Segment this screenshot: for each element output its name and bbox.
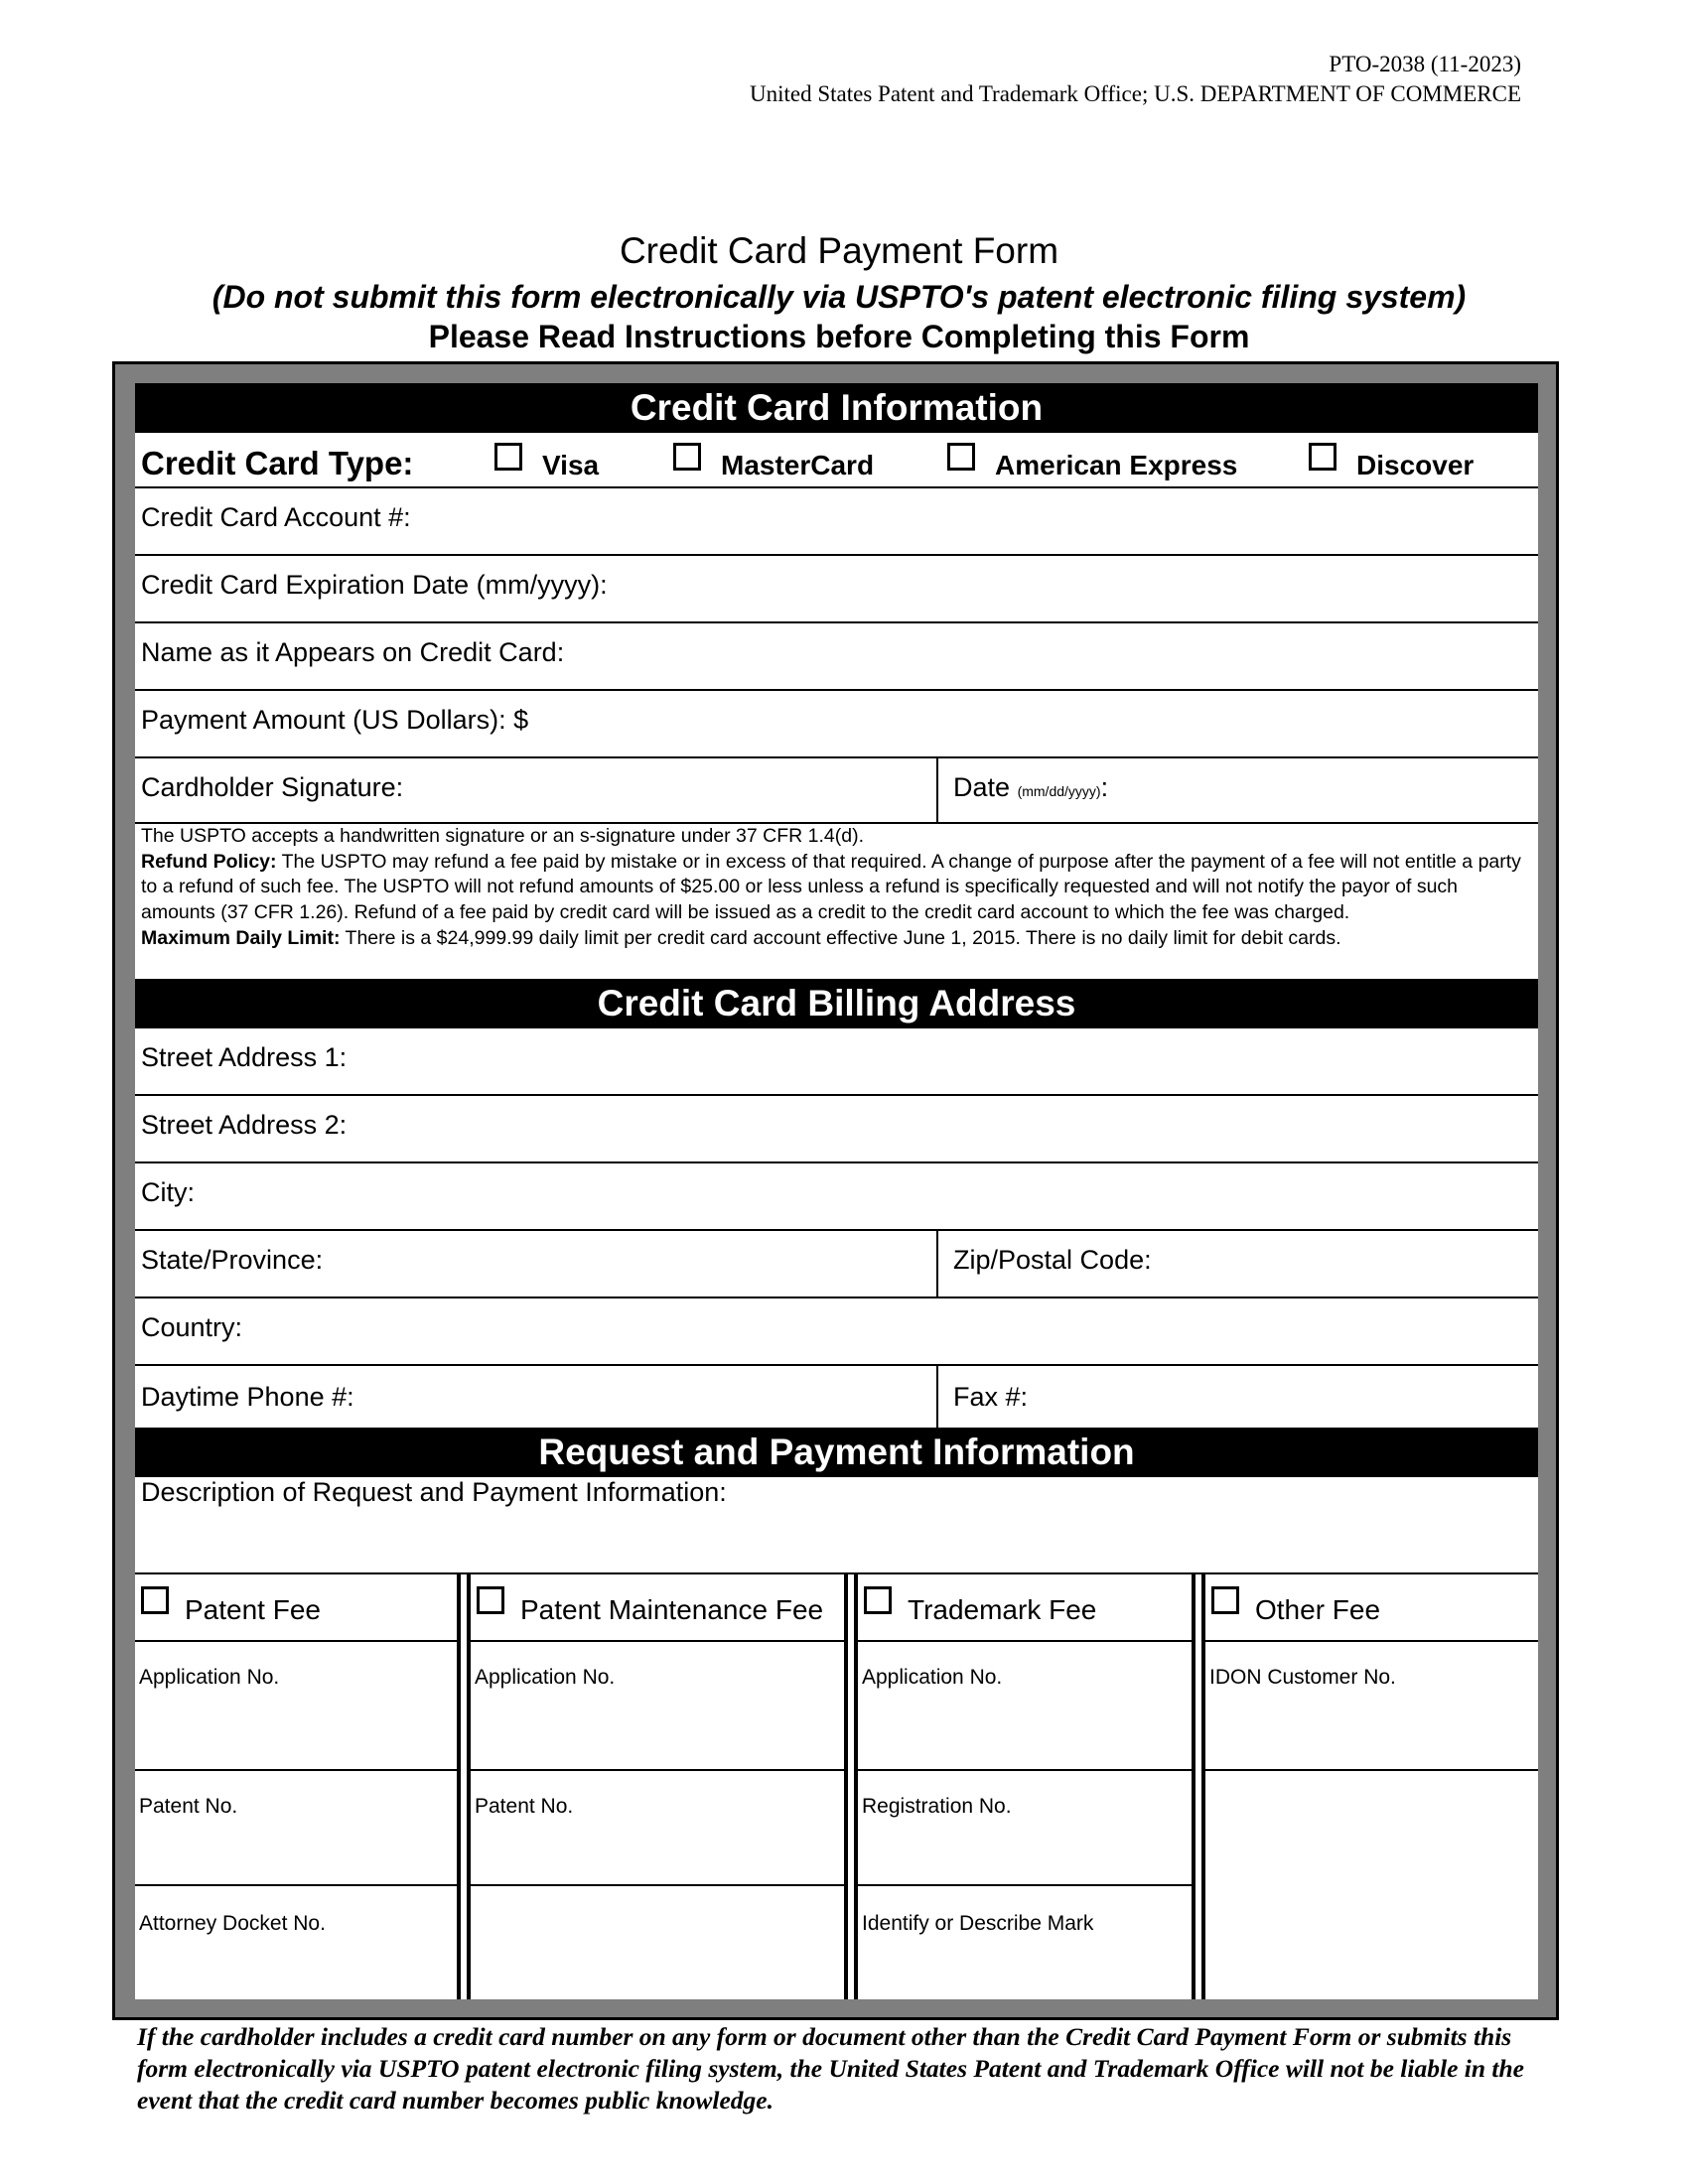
- country-label: Country:: [141, 1312, 243, 1342]
- fee-column-divider: [457, 1574, 471, 1999]
- zip-field[interactable]: [938, 1231, 1538, 1297]
- cardholder-name-label: Name as it Appears on Credit Card:: [141, 637, 565, 667]
- street-address-1-label: Street Address 1:: [141, 1042, 348, 1072]
- payment-form: [135, 383, 1538, 1999]
- payment-amount-field[interactable]: [135, 691, 1538, 758]
- liability-note: If the cardholder includes a credit card number on any form or document other than the Credit Card Payment Form or submits this form electronically via USPTO patent electronic filing system, the United States Patent and Trademark Office will not be liable in the event that the credit card number becomes public knowledge.: [137, 2022, 1524, 2115]
- trademark-registration-no-label: Registration No.: [862, 1795, 1012, 1818]
- instructions-note: Please Read Instructions before Completing this Form: [428, 319, 1250, 354]
- signature-date-field[interactable]: [938, 758, 1538, 822]
- fax-field[interactable]: [938, 1366, 1538, 1433]
- card-type-label: Credit Card Type:: [141, 445, 414, 481]
- fee-column-other: [1205, 1574, 1538, 1999]
- card-type-amex-label: American Express: [995, 450, 1238, 480]
- city-label: City:: [141, 1177, 195, 1207]
- street-address-1-field[interactable]: [135, 1028, 1538, 1096]
- policy-text: [141, 824, 1531, 952]
- trademark-application-no-field[interactable]: [858, 1642, 1192, 1771]
- form-number: PTO-2038 (11-2023): [1329, 52, 1521, 76]
- checkbox-other-fee[interactable]: [1211, 1586, 1239, 1614]
- expiration-date-field[interactable]: [135, 556, 1538, 623]
- refund-policy: Refund Policy: The USPTO may refund a fee paid by mistake or in excess of that required. A change of purpose after the payment of a fee will not entitle a party to a refund of such fee. The USPTO will not refund amounts of $25.00 or less unless a refund is specifically requested and will not notify the payor of such amounts (37 CFR 1.26). Refund of a fee paid by credit card will be issued as a credit to the credit card account to which the fee was charged.: [141, 850, 1521, 924]
- city-field[interactable]: [135, 1163, 1538, 1231]
- maintenance-application-no-field[interactable]: [471, 1642, 844, 1771]
- checkbox-maintenance-fee[interactable]: [477, 1586, 504, 1614]
- card-type-discover-label: Discover: [1356, 450, 1475, 480]
- street-address-2-field[interactable]: [135, 1096, 1538, 1163]
- request-description-label: Description of Request and Payment Information:: [141, 1477, 727, 1507]
- patent-application-no-field[interactable]: [135, 1642, 457, 1771]
- request-description-field[interactable]: [135, 1477, 1538, 1574]
- maintenance-extra-field: [471, 1886, 844, 1999]
- fee-head-other: [1205, 1574, 1538, 1642]
- checkbox-mastercard[interactable]: [673, 443, 701, 471]
- card-type-visa-label: Visa: [542, 450, 600, 480]
- phone-label: Daytime Phone #:: [141, 1382, 354, 1412]
- expiration-date-label: Credit Card Expiration Date (mm/yyyy):: [141, 570, 608, 600]
- card-type-row: [135, 433, 1538, 488]
- section-heading-billing: Credit Card Billing Address: [135, 979, 1538, 1028]
- other-idon-customer-no-label: IDON Customer No.: [1209, 1666, 1396, 1689]
- signature-field[interactable]: [135, 758, 936, 822]
- checkbox-visa[interactable]: [494, 443, 522, 471]
- patent-application-no-label: Application No.: [139, 1666, 280, 1689]
- patent-patent-no-label: Patent No.: [139, 1795, 238, 1818]
- agency-name: United States Patent and Trademark Office; U.S. DEPARTMENT OF COMMERCE: [750, 81, 1521, 106]
- trademark-mark-label: Identify or Describe Mark: [862, 1912, 1094, 1935]
- patent-patent-no-field[interactable]: [135, 1771, 457, 1886]
- daily-limit-policy: Maximum Daily Limit: There is a $24,999.99 daily limit per credit card account effective June 1, 2015. There is no daily limit for debit cards.: [141, 926, 1341, 949]
- fee-head-trademark: [858, 1574, 1192, 1642]
- trademark-registration-no-field[interactable]: [858, 1771, 1192, 1886]
- signature-date-label: Date (mm/dd/yyyy):: [953, 772, 1109, 802]
- state-field[interactable]: [135, 1231, 936, 1297]
- section-heading-card-info: Credit Card Information: [135, 383, 1538, 433]
- fee-column-maintenance: [471, 1574, 844, 1999]
- payment-amount-label: Payment Amount (US Dollars): $: [141, 705, 529, 735]
- phone-fax-row: [135, 1366, 1538, 1433]
- page-title: Credit Card Payment Form: [619, 230, 1059, 271]
- fax-label: Fax #:: [953, 1382, 1029, 1412]
- patent-docket-no-label: Attorney Docket No.: [139, 1912, 326, 1935]
- signature-label: Cardholder Signature:: [141, 772, 404, 802]
- trademark-fee-label: Trademark Fee: [908, 1594, 1097, 1625]
- other-fee-label: Other Fee: [1255, 1594, 1381, 1625]
- phone-field[interactable]: [135, 1366, 936, 1433]
- fee-column-trademark: [858, 1574, 1192, 1999]
- account-number-label: Credit Card Account #:: [141, 502, 411, 532]
- maintenance-patent-no-field[interactable]: [471, 1771, 844, 1886]
- maintenance-application-no-label: Application No.: [475, 1666, 616, 1689]
- section-heading-request: Request and Payment Information: [135, 1428, 1538, 1477]
- patent-docket-no-field[interactable]: [135, 1886, 457, 1999]
- state-zip-row: [135, 1231, 1538, 1298]
- page-subtitle: (Do not submit this form electronically via USPTO's patent electronic filing system): [211, 279, 1467, 315]
- street-address-2-label: Street Address 2:: [141, 1110, 348, 1140]
- trademark-application-no-label: Application No.: [862, 1666, 1003, 1689]
- fee-column-divider: [1192, 1574, 1205, 1999]
- zip-label: Zip/Postal Code:: [953, 1245, 1152, 1275]
- other-idon-customer-no-field[interactable]: [1205, 1642, 1538, 1771]
- title-block: [0, 226, 1678, 355]
- account-number-field[interactable]: [135, 488, 1538, 556]
- maintenance-patent-no-label: Patent No.: [475, 1795, 574, 1818]
- cardholder-name-field[interactable]: [135, 623, 1538, 691]
- fee-head-maintenance: [471, 1574, 844, 1642]
- signature-row: [135, 758, 1538, 824]
- fee-column-divider: [844, 1574, 858, 1999]
- card-type-mastercard-label: MasterCard: [721, 450, 875, 480]
- state-label: State/Province:: [141, 1245, 324, 1275]
- other-extra-field: [1205, 1771, 1538, 1999]
- checkbox-patent-fee[interactable]: [141, 1586, 169, 1614]
- checkbox-discover[interactable]: [1309, 443, 1336, 471]
- form-header: [750, 50, 1521, 109]
- trademark-mark-field[interactable]: [858, 1886, 1192, 1999]
- checkbox-american-express[interactable]: [947, 443, 975, 471]
- patent-fee-label: Patent Fee: [185, 1594, 321, 1625]
- fee-table: [135, 1574, 1538, 1999]
- country-field[interactable]: [135, 1298, 1538, 1366]
- signature-policy: The USPTO accepts a handwritten signature or an s-signature under 37 CFR 1.4(d).: [141, 825, 865, 847]
- fee-head-patent: [135, 1574, 457, 1642]
- fee-column-patent: [135, 1574, 457, 1999]
- checkbox-trademark-fee[interactable]: [864, 1586, 892, 1614]
- maintenance-fee-label: Patent Maintenance Fee: [520, 1594, 824, 1625]
